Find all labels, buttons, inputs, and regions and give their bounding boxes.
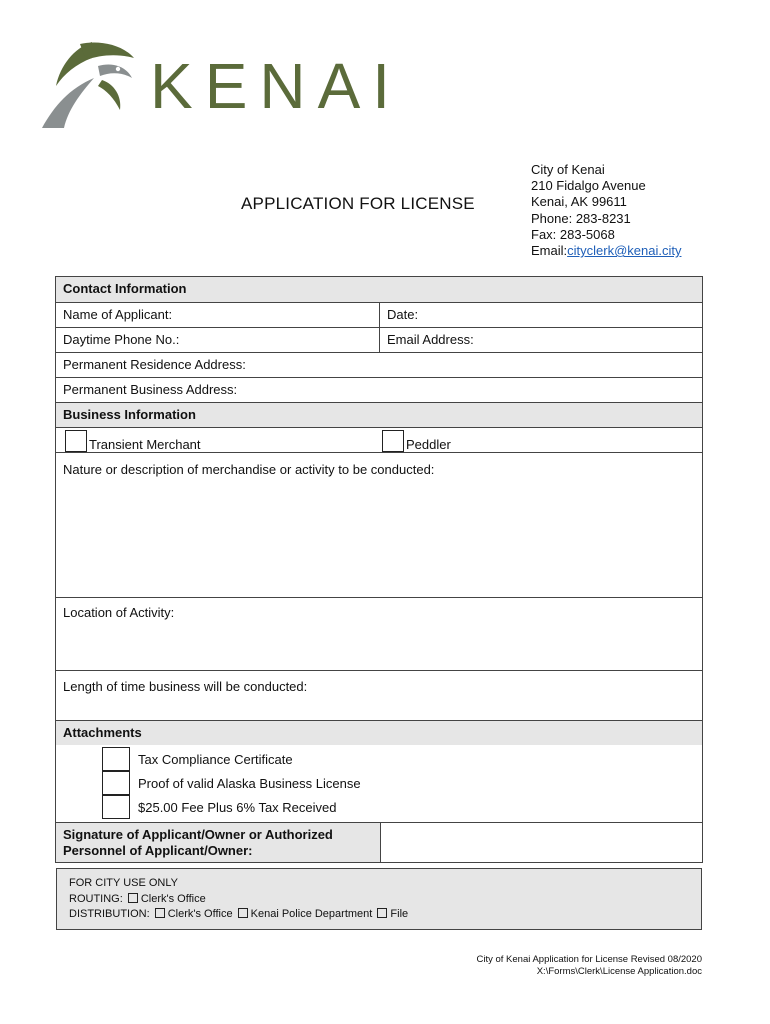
attachments-list — [56, 745, 702, 822]
business-license-item[interactable]: Proof of valid Alaska Business License — [102, 771, 361, 795]
email-line — [531, 243, 681, 259]
peddler-checkbox[interactable] — [382, 430, 404, 452]
city-state-zip: Kenai, AK 99611 — [531, 194, 627, 210]
phone-email-row — [56, 327, 702, 352]
license-form — [55, 276, 703, 863]
document-footer: City of Kenai Application for License Revised 08/2020 X:\Forms\Clerk\License Application.doc — [476, 954, 702, 977]
org-name: City of Kenai — [531, 162, 605, 177]
page-title: APPLICATION FOR LICENSE — [241, 194, 475, 213]
business-license-checkbox[interactable] — [102, 771, 130, 795]
residence-address-row — [56, 352, 702, 377]
tax-certificate-item[interactable]: Tax Compliance Certificate — [102, 747, 293, 771]
tax-certificate-checkbox[interactable] — [102, 747, 130, 771]
city-use-title: FOR CITY USE ONLY — [69, 877, 179, 889]
peddler-option[interactable]: Peddler — [382, 428, 451, 452]
residence-address-field[interactable]: Permanent Residence Address: — [63, 357, 246, 372]
dist-police-checkbox[interactable] — [238, 908, 248, 918]
street-address: 210 Fidalgo Avenue — [531, 178, 646, 194]
phone-number: Phone: 283-8231 — [531, 210, 631, 226]
nature-row — [56, 452, 702, 597]
date-field[interactable]: Date: — [379, 303, 702, 327]
location-row — [56, 597, 702, 670]
transient-merchant-checkbox[interactable] — [65, 430, 87, 452]
contact-info-header: Contact Information — [56, 277, 702, 302]
length-row — [56, 670, 702, 720]
distribution-line: DISTRIBUTION: Clerk's Office Kenai Police Department File — [69, 908, 409, 920]
email-label: Email: — [531, 243, 568, 259]
logo-text: KENAI — [150, 50, 403, 122]
email-link[interactable]: cityclerk@kenai.city — [567, 243, 682, 259]
nature-field[interactable]: Nature or description of merchandise or activity to be conducted: — [63, 462, 435, 477]
business-info-header: Business Information — [56, 402, 702, 427]
transient-merchant-option[interactable]: Transient Merchant — [65, 428, 201, 452]
name-field[interactable]: Name of Applicant: — [63, 307, 173, 322]
business-type-row — [56, 427, 702, 452]
business-address-field[interactable]: Permanent Business Address: — [63, 382, 238, 397]
city-use-box — [56, 868, 702, 930]
name-date-row — [56, 302, 702, 327]
signature-field[interactable] — [380, 823, 702, 862]
city-contact-block — [531, 162, 681, 259]
business-address-row — [56, 377, 702, 402]
fax-number: Fax: 283-5068 — [531, 226, 615, 242]
dist-clerk-checkbox[interactable] — [155, 908, 165, 918]
phone-field[interactable]: Daytime Phone No.: — [63, 332, 180, 347]
location-field[interactable]: Location of Activity: — [63, 605, 175, 620]
dist-file-checkbox[interactable] — [377, 908, 387, 918]
routing-clerk-checkbox[interactable] — [128, 893, 138, 903]
routing-line: ROUTING: Clerk's Office — [69, 892, 206, 905]
fee-received-checkbox[interactable] — [102, 795, 130, 819]
signature-row — [56, 822, 702, 862]
kenai-logo — [40, 36, 420, 132]
signature-label: Signature of Applicant/Owner or Authorized Personnel of Applicant/Owner: — [56, 823, 380, 862]
email-field[interactable]: Email Address: — [379, 328, 702, 352]
attachments-header: Attachments — [56, 720, 702, 745]
salmon-fish-logo-icon — [42, 42, 134, 128]
length-field[interactable]: Length of time business will be conducted: — [63, 679, 308, 694]
fee-received-item[interactable]: $25.00 Fee Plus 6% Tax Received — [102, 795, 337, 819]
